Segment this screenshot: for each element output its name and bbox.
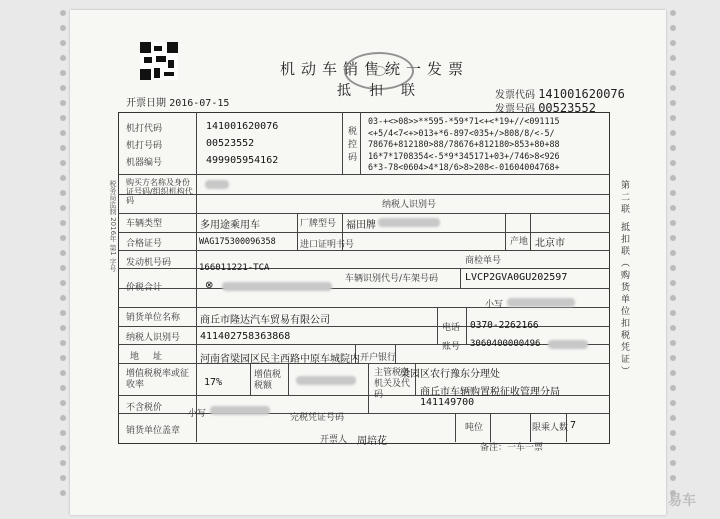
col-line xyxy=(437,307,438,344)
weight-label: 吨位 xyxy=(465,423,484,433)
col-line xyxy=(505,213,506,250)
right-perforation xyxy=(666,10,680,515)
copy-indicator: 第二联 抵扣联（购货单位扣税凭证） xyxy=(619,180,629,378)
printer-note: 税务局监制 2016年 第1 字号 xyxy=(109,180,117,272)
cert-value: WAG175300096358 xyxy=(199,237,276,247)
col-line xyxy=(460,268,461,288)
vehicle-type-value: 多用途乘用车 xyxy=(200,220,260,231)
seller-tax-label: 纳税人识别号 xyxy=(126,333,181,343)
vin-label: 车辆识别代号/车架号码 xyxy=(345,274,439,284)
seller-value: 商丘市隆达汽车贸易有限公司 xyxy=(200,315,330,326)
brand-value: 福田牌 xyxy=(346,220,376,231)
vat-amount-redacted xyxy=(296,376,356,385)
price-capital-redacted xyxy=(222,282,332,291)
address-label: 地址 xyxy=(130,352,177,362)
origin-value: 北京市 xyxy=(535,238,565,249)
machine-number-value: 00523552 xyxy=(206,138,255,149)
machine-code-label: 机打代码 xyxy=(126,124,163,134)
tax-authority-value: 商丘市车辆购置税征收管理分局 xyxy=(420,387,560,398)
bank-value: 梁园区农行豫东分理处 xyxy=(400,369,500,380)
col-line xyxy=(530,413,531,442)
machine-number-label: 机打号码 xyxy=(126,141,163,151)
vat-amount-label: 增值税税额 xyxy=(254,370,282,391)
invoice-no-value: 00523552 xyxy=(538,101,596,115)
seller-label: 销货单位名称 xyxy=(126,313,181,323)
vat-rate-label: 增值税税率或征收率 xyxy=(126,369,190,390)
account-redacted xyxy=(548,340,588,349)
origin-label: 产地 xyxy=(510,237,529,247)
col-line xyxy=(196,112,197,442)
col-line xyxy=(455,413,456,442)
tax-authority-code: 141149700 xyxy=(420,397,475,408)
price-small-label: 小写 xyxy=(485,300,504,310)
cert-label: 合格证号 xyxy=(126,239,163,249)
row-line xyxy=(118,363,610,364)
phone-value: 0370-2262166 xyxy=(470,320,539,331)
issuer-label: 开票人 xyxy=(320,435,348,445)
invoice-code xyxy=(495,86,625,101)
row-line xyxy=(118,307,610,308)
buyer-label: 购买方名称及身份证号码/组织机构代码 xyxy=(126,178,193,205)
col-line xyxy=(530,213,531,250)
no-tax-price-redacted xyxy=(210,406,270,415)
tax-control-line: <+5/4<7<+>013+*6-897<035+/>808/8/<-5/ xyxy=(368,127,555,138)
row-line xyxy=(118,232,610,233)
taxpayer-id-label: 纳税人识别号 xyxy=(382,200,437,210)
price-symbol: ⊗ xyxy=(205,280,214,291)
address-value: 河南省梁园区民主西路中原车城院内 xyxy=(200,354,360,365)
price-total-label: 价税合计 xyxy=(126,283,163,293)
passengers-label: 限乘人数 xyxy=(532,423,569,433)
seller-stamp-label: 销货单位盖章 xyxy=(126,426,181,436)
issue-date xyxy=(126,94,229,109)
brand-label: 厂牌型号 xyxy=(300,219,337,229)
col-line xyxy=(342,112,343,174)
vin-value: LVCP2GVA0GU202597 xyxy=(465,272,568,283)
price-small-redacted xyxy=(507,298,575,307)
issuer-value: 周培花 xyxy=(357,436,387,447)
issue-date-label: 开票日期 xyxy=(126,98,166,109)
tax-control-label: 税控码 xyxy=(346,126,356,165)
no-tax-price-label: 不含税价 xyxy=(126,403,163,413)
col-line xyxy=(466,307,467,344)
col-line xyxy=(360,112,361,174)
engine-label: 发动机号码 xyxy=(126,258,172,268)
seller-tax-value: 411402758363868 xyxy=(200,331,291,342)
machine-serial-label: 机器编号 xyxy=(126,158,163,168)
brand-model-redacted xyxy=(378,218,440,227)
col-line xyxy=(490,413,491,442)
tax-control-code xyxy=(368,116,560,174)
inspection-label: 商检单号 xyxy=(465,256,502,266)
passengers-value: 7 xyxy=(570,420,577,431)
import-cert-label: 进口证明书号 xyxy=(300,240,355,250)
row-line xyxy=(118,213,610,214)
invoice-subtitle: 抵扣联 xyxy=(337,83,433,99)
account-label: 账号 xyxy=(442,342,461,352)
col-line xyxy=(250,363,251,395)
buyer-redacted xyxy=(205,180,229,189)
issue-date-value: 2016-07-15 xyxy=(169,98,230,109)
col-line xyxy=(297,213,298,250)
left-perforation xyxy=(56,10,70,515)
invoice-code-value: 141001620076 xyxy=(538,87,625,101)
row-line xyxy=(118,250,610,251)
col-line xyxy=(368,363,369,413)
footer-note: 备注：一车一票 xyxy=(480,443,544,453)
invoice-code-label: 发票代码 xyxy=(495,90,535,101)
invoice-no-label: 发票号码 xyxy=(495,104,535,115)
watermark: 易车 xyxy=(668,493,696,509)
phone-label: 电话 xyxy=(442,323,461,333)
tax-control-line: 16*7*1708354<-5*9*345171+03+/746>8<926 xyxy=(368,150,560,161)
tax-control-line: 6*3-78<0604>4*18/6>8>208<-01604004768+ xyxy=(368,162,560,172)
col-line xyxy=(288,363,289,395)
tax-control-line: 03-+<>08>>**595-*59*71<+<*19+//<091115 xyxy=(368,116,560,126)
tonnage-label: 完税凭证号码 xyxy=(290,413,345,423)
tax-control-line: 78676+812180>88/78676+812180>853+80+88 xyxy=(368,139,560,149)
vat-rate-value: 17% xyxy=(204,377,223,388)
row-line xyxy=(118,288,610,289)
invoice-title: 机动车销售统一发票 xyxy=(280,60,470,78)
machine-serial-value: 499905954162 xyxy=(206,155,279,166)
row-line xyxy=(118,174,610,175)
no-tax-small-label: 小写 xyxy=(188,409,207,419)
bank-label: 开户银行 xyxy=(360,353,397,363)
engine-value: 166011221-TCA xyxy=(199,263,270,273)
qr-code xyxy=(140,42,178,80)
machine-code-value: 141001620076 xyxy=(206,121,279,132)
account-value: 3060400000496 xyxy=(470,339,541,349)
vehicle-type-label: 车辆类型 xyxy=(126,219,163,229)
row-line xyxy=(118,268,610,269)
tax-authority-label: 主管税务机关及代码 xyxy=(374,368,411,400)
